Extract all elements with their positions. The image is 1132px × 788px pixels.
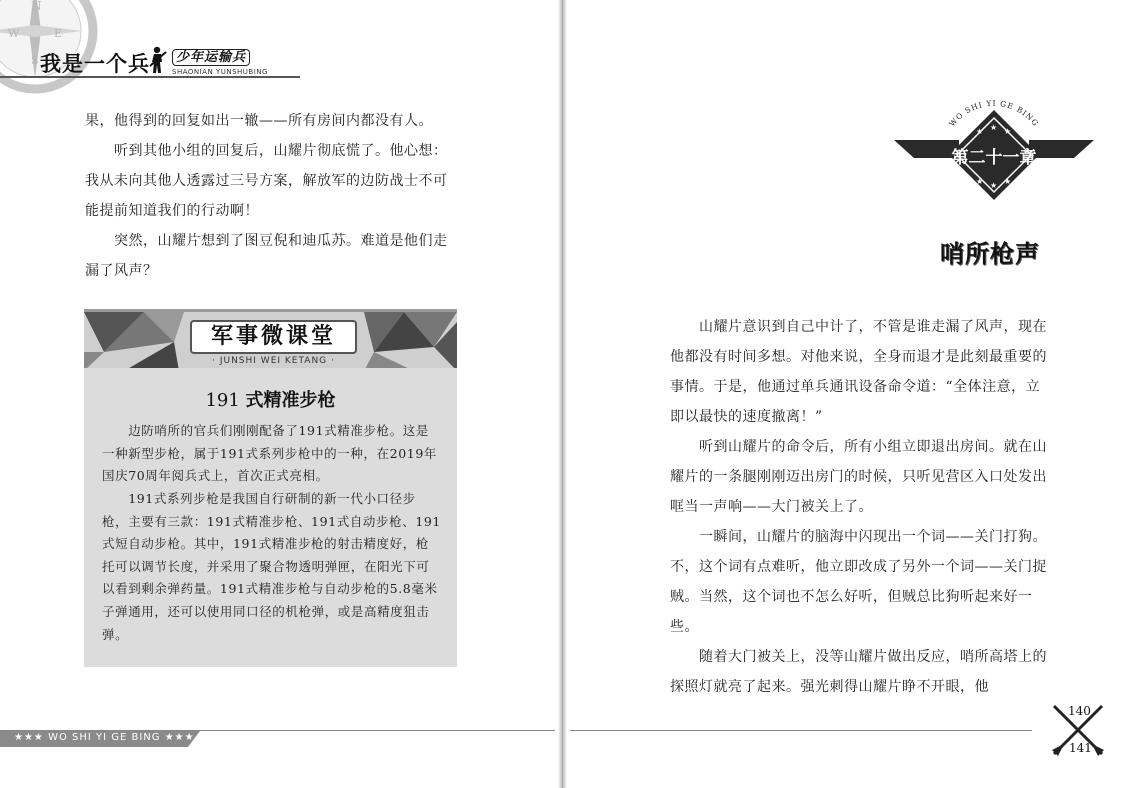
soldier-icon [148,46,168,74]
left-paragraph: 听到其他小组的回复后，山耀片彻底慌了。他心想：我从未向其他人透露过三号方案，解放军的边防战士不可能提前知道我们的行动啊！ [85,143,448,219]
left-paragraph: 果，他得到的回复如出一辙——所有房间内都没有人。 [85,113,433,129]
svg-text:★: ★ [976,127,984,136]
svg-text:★: ★ [990,123,998,132]
series-subtitle-pinyin: SHAONIAN YUNSHUBING [172,68,268,76]
page-number-right: 141 [1069,741,1092,755]
footer-rule [0,730,555,731]
badge-arc-text: WO SHI YI GE BING [947,100,1041,129]
sidebar-box [84,368,457,667]
svg-text:★: ★ [1004,127,1012,136]
svg-text:★: ★ [976,177,984,186]
header-rule [0,76,300,78]
sidebar-header [84,309,457,371]
sidebar-paragraph: 191式系列步枪是我国自行研制的新一代小口径步枪，主要有三款：191式精准步枪、191式自动步枪、191式短自动步枪。其中，191式精准步枪的射击精度好，枪托可以调节长度，并采用了聚合物透明弹匣，在阳光下可以看到剩余弹药量。191式精准步枪与自动步枪的5.8毫米子弹通用，还可以使用同口径的机枪弹，或是高精度狙击弹。 [102,491,441,642]
page-number-left: 140 [1068,704,1091,718]
sidebar-pinyin: · JUNSHI WEI KETANG · [212,356,335,366]
sidebar-heading-number: 191 [205,390,240,411]
chapter-title: 哨所枪声 [940,240,1040,268]
svg-text:W: W [8,27,20,40]
svg-text:★: ★ [990,181,998,190]
sidebar-paragraph: 边防哨所的官兵们刚刚配备了191式精准步枪。这是一种新型步枪，属于191式系列步枪中的一种，在2019年国庆70周年阅兵式上，首次正式亮相。 [102,423,437,484]
sidebar-heading-text: 式精准步枪 [245,390,336,411]
left-paragraph: 突然，山耀片想到了图豆倪和迪瓜苏。难道是他们走漏了风声？ [85,233,448,279]
right-paragraph: 一瞬间，山耀片的脑海中闪现出一个词——关门打狗。不，这个词有点难听，他立即改成了另外一个词——关门捉贼。当然，这个词也不怎么好听，但贼总比狗听起来好一些。 [670,529,1047,635]
svg-text:★: ★ [1004,177,1012,186]
footer-text: ★★★ WO SHI YI GE BING ★★★ [14,732,195,743]
right-paragraph: 随着大门被关上，没等山耀片做出反应，哨所高塔上的探照灯就亮了起来。强光刺得山耀片睁不开眼，他 [670,649,1047,695]
svg-text:N: N [31,0,42,13]
series-title: 我是一个兵 [40,52,150,76]
book-spine [558,0,567,788]
series-subtitle: 少年运输兵 [172,49,250,66]
sidebar-heading [84,386,457,412]
footer-rule-right [570,730,1032,731]
right-paragraph: 山耀片意识到自己中计了，不管是谁走漏了风声，现在他都没有时间多想。对他来说，全身而退才是此刻最重要的事情。于是，他通过单兵通讯设备命令道：“全体注意，立即以最快的速度撤离！” [670,319,1047,425]
chapter-label: 第二十一章 [951,148,1037,168]
svg-text:E: E [54,27,63,40]
svg-text:S: S [31,54,39,67]
right-paragraph: 听到山耀片的命令后，所有小组立即退出房间。就在山耀片的一条腿刚刚迈出房门的时候，只听见营区入口处发出哐当一声响——大门被关上了。 [670,439,1047,515]
sidebar-title: 军事微课堂 [190,320,357,354]
chapter-badge [894,100,1094,200]
